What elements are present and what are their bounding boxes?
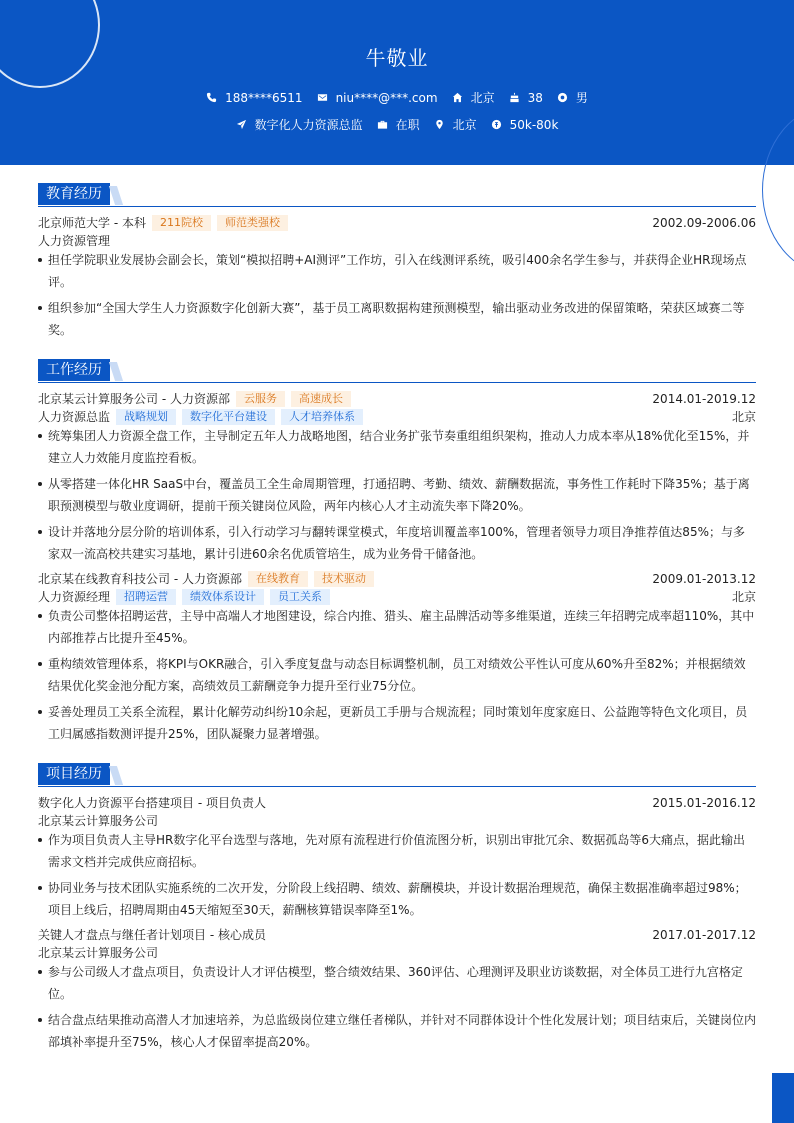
role-tag: 战略规划 [116, 409, 176, 425]
role-tag: 招聘运营 [116, 589, 176, 605]
education-school-row [38, 214, 756, 231]
phone-text: 188****6511 [225, 90, 303, 105]
home-icon [452, 92, 463, 103]
project-title-row [38, 794, 756, 811]
section-title: 工作经历 [38, 359, 110, 381]
salary-icon [491, 119, 502, 130]
list-item: 组织参加“全国大学生人力资源数字化创新大赛”，基于员工离职数据构建预测模型，输出驱动业务改进的保留策略，荣获区域赛二等奖。 [38, 297, 756, 341]
contact-row [0, 89, 794, 106]
cake-icon [509, 92, 520, 103]
list-item: 担任学院职业发展协会副会长，策划“模拟招聘+AI测评”工作坊，引入在线测评系统，吸引400余名学生参与，并获得企业HR现场点评。 [38, 249, 756, 293]
section-divider [38, 206, 756, 207]
list-item: 重构绩效管理体系，将KPI与OKR融合，引入季度复盘与动态目标调整机制，员工对绩效公平性认可度从60%升至82%；并根据绩效结果优化奖金池分配方案，高绩效员工薪酬竞争力提升至行业75分位。 [38, 653, 756, 697]
mail-icon [317, 92, 328, 103]
job-company-row [38, 570, 756, 587]
job-company-row [38, 390, 756, 407]
section-education [38, 183, 756, 207]
list-item: 作为项目负责人主导HR数字化平台选型与落地，先对原有流程进行价值流图分析，识别出审批冗余、数据孤岛等6大痛点，据此输出需求文档并完成供应商招标。 [38, 829, 756, 873]
project-name: 关键人才盘点与继任者计划项目 - 核心成员 [38, 928, 266, 942]
briefcase-icon [377, 119, 388, 130]
decorative-bar [772, 1073, 794, 1123]
job-date: 2014.01-2019.12 [652, 391, 756, 406]
city-text: 北京 [470, 91, 495, 105]
job-role-row [38, 408, 756, 425]
list-item: 从零搭建一体化HR SaaS中台，覆盖员工全生命周期管理，打通招聘、考勤、绩效、薪酬数据流，事务性工作耗时下降35%；基于离职预测模型与敬业度调研，提前干预关键岗位风险，两年内核心人才主动流失率下降20%。 [38, 473, 756, 517]
role-tag: 人才培养体系 [281, 409, 363, 425]
project-org: 北京某云计算服务公司 [38, 946, 159, 960]
role-tag: 绩效体系设计 [182, 589, 264, 605]
gender-text: 男 [575, 91, 588, 105]
project-org-row [38, 944, 756, 961]
contact-email [317, 91, 438, 105]
job-date: 2009.01-2013.12 [652, 571, 756, 586]
section-divider [38, 382, 756, 383]
section-work [38, 359, 756, 383]
company-tag: 技术驱动 [314, 571, 374, 587]
project-org-row [38, 812, 756, 829]
company-tag: 云服务 [236, 391, 285, 407]
project-title-row [38, 926, 756, 943]
major-name: 人力资源管理 [38, 234, 111, 248]
job-role-row [38, 588, 756, 605]
gender-icon [557, 92, 568, 103]
list-item: 协同业务与技术团队实施系统的二次开发，分阶段上线招聘、绩效、薪酬模块，并设计数据治理规范，确保主数据准确率超过98%；项目上线后，招聘周期由45天缩短至30天，薪酬核算错误率降至1%。 [38, 877, 756, 921]
list-item: 妥善处理员工关系全流程，累计化解劳动纠纷10余起，更新员工手册与合规流程；同时策划年度家庭日、公益跑等特色文化项目，员工归属感指数测评提升25%，团队凝聚力显著增强。 [38, 701, 756, 745]
section-slant-decoration [109, 766, 123, 785]
school-name: 北京师范大学 - 本科 [38, 216, 146, 230]
role-tag: 员工关系 [270, 589, 330, 605]
school-tag: 211院校 [152, 215, 211, 231]
job-city: 北京 [731, 410, 756, 424]
contact-city [452, 89, 495, 106]
intent-position [236, 116, 363, 133]
email-text: niu****@***.com [335, 90, 438, 105]
education-date: 2002.09-2006.06 [652, 215, 756, 230]
intent-city [434, 116, 477, 133]
candidate-name: 牛敬业 [365, 46, 429, 70]
resume-header [0, 0, 794, 165]
project-date: 2015.01-2016.12 [652, 795, 756, 810]
contact-phone [206, 91, 302, 105]
status-text: 在职 [395, 118, 420, 132]
location-pin-icon [434, 119, 445, 130]
contact-gender [557, 89, 588, 106]
job-role: 人力资源总监 [38, 410, 111, 424]
education-major-row [38, 232, 756, 249]
list-item: 统筹集团人力资源全盘工作，主导制定五年人力战略地图，结合业务扩张节奏重组组织架构，推动人力成本率从18%优化至15%，并建立人力效能月度监控看板。 [38, 425, 756, 469]
job-city: 北京 [731, 590, 756, 604]
job-intent-row [0, 116, 794, 133]
company-name: 北京某云计算服务公司 - 人力资源部 [38, 392, 230, 406]
role-tag: 数字化平台建设 [182, 409, 275, 425]
section-slant-decoration [109, 362, 123, 381]
salary-text: 50k-80k [509, 117, 559, 132]
project-date: 2017.01-2017.12 [652, 927, 756, 942]
send-icon [236, 119, 247, 130]
job-role: 人力资源经理 [38, 590, 111, 604]
position-text: 数字化人力资源总监 [254, 118, 363, 132]
company-name: 北京某在线教育科技公司 - 人力资源部 [38, 572, 242, 586]
section-slant-decoration [109, 186, 123, 205]
section-projects [38, 763, 756, 787]
company-tag: 在线教育 [248, 571, 308, 587]
project-org: 北京某云计算服务公司 [38, 814, 159, 828]
section-title: 项目经历 [38, 763, 110, 785]
phone-icon [206, 92, 217, 103]
company-tag: 高速成长 [291, 391, 351, 407]
intent-salary [491, 118, 559, 132]
school-tag: 师范类强校 [217, 215, 288, 231]
list-item: 结合盘点结果推动高潜人才加速培养，为总监级岗位建立继任者梯队，并针对不同群体设计个性化发展计划；项目结束后，关键岗位内部填补率提升至75%，核心人才保留率提高20%。 [38, 1009, 756, 1053]
list-item: 参与公司级人才盘点项目，负责设计人才评估模型，整合绩效结果、360评估、心理测评及职业访谈数据，对全体员工进行九宫格定位。 [38, 961, 756, 1005]
section-title: 教育经历 [38, 183, 110, 205]
section-divider [38, 786, 756, 787]
intent-status [377, 116, 420, 133]
list-item: 负责公司整体招聘运营，主导中高端人才地图建设，综合内推、猎头、雇主品牌活动等多维渠道，连续三年招聘完成率超110%，其中内部推荐占比提升至45%。 [38, 605, 756, 649]
contact-age [509, 91, 543, 105]
project-name: 数字化人力资源平台搭建项目 - 项目负责人 [38, 796, 266, 810]
intent-city-text: 北京 [452, 118, 477, 132]
list-item: 设计并落地分层分阶的培训体系，引入行动学习与翻转课堂模式，年度培训覆盖率100%，管理者领导力项目净推荐值达85%；与多家双一流高校共建实习基地，累计引进60余名优质管培生，成为业务骨干储备池。 [38, 521, 756, 565]
age-text: 38 [527, 90, 543, 105]
